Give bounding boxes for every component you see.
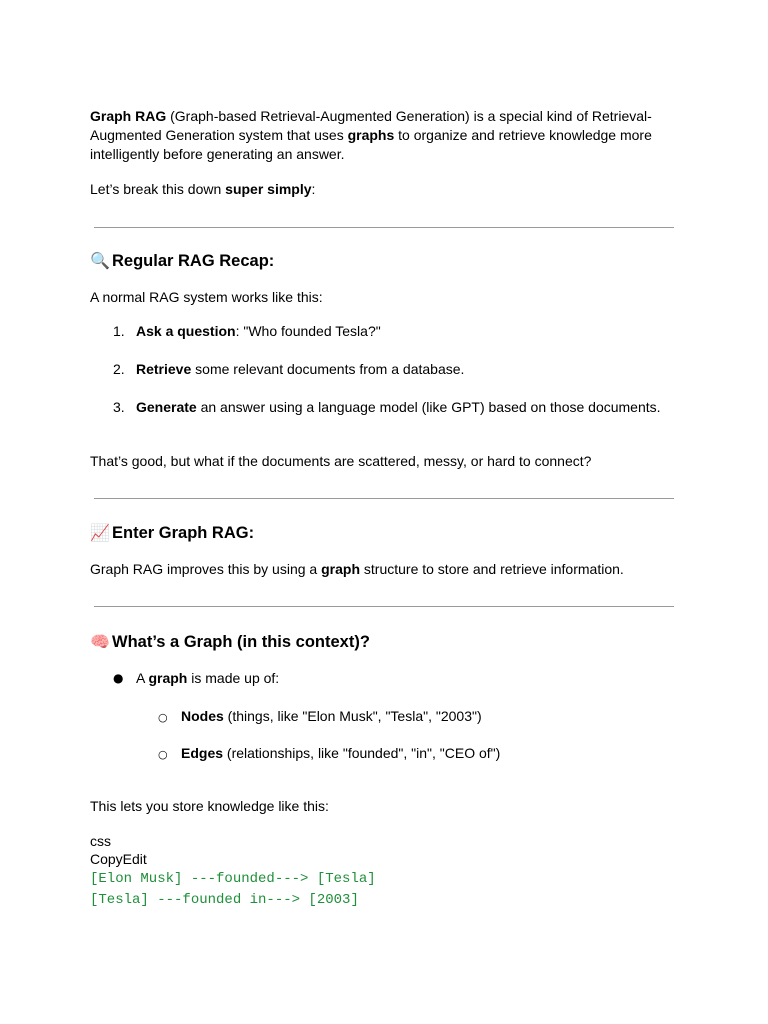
section-heading-regular-rag bbox=[90, 250, 680, 272]
section-closing: That’s good, but what if the documents are scattered, messy, or hard to connect? bbox=[90, 453, 592, 469]
section-lead: A normal RAG system works like this: bbox=[90, 289, 323, 305]
code-line: [Tesla] ---founded in---> [2003] bbox=[90, 892, 359, 908]
copy-edit-button[interactable]: CopyEdit bbox=[90, 851, 147, 867]
circle-bullet-icon: ○ bbox=[158, 711, 168, 724]
sub-list-item bbox=[181, 707, 482, 726]
intro-text-1: (Graph-based Retrieval-Augmented Generation) is a special kind of Retrieval-Augmented Generation system that uses bbox=[90, 108, 652, 143]
code-language-label: css bbox=[90, 833, 111, 849]
list-item-rest: : "Who founded Tesla?" bbox=[235, 323, 381, 339]
list-item-bold: Ask a question bbox=[136, 323, 236, 339]
list-item-text bbox=[136, 669, 279, 688]
list-item-bold: Retrieve bbox=[136, 361, 192, 377]
code-line: [Elon Musk] ---founded---> [Tesla] bbox=[90, 871, 376, 887]
breakdown-colon: : bbox=[311, 181, 316, 197]
section-text: Graph RAG improves this by using a bbox=[90, 561, 322, 577]
breakdown-text: Let’s break this down bbox=[90, 181, 226, 197]
breakdown-bold: super simply bbox=[225, 181, 312, 197]
section-heading-whats-a-graph bbox=[90, 631, 680, 653]
intro-text-2: to organize and retrieve knowledge more intelligently before generating an answer. bbox=[90, 127, 652, 162]
intro-graphs: graphs bbox=[347, 127, 395, 143]
section-paragraph bbox=[90, 560, 680, 579]
section-title: Regular RAG Recap: bbox=[112, 252, 275, 270]
breakdown-paragraph bbox=[90, 180, 680, 199]
bullet-dot-icon: ● bbox=[113, 671, 124, 685]
intro-term: Graph RAG bbox=[90, 108, 167, 124]
list-item-rest: some relevant documents from a database. bbox=[191, 361, 465, 377]
sub-item-bold: Nodes bbox=[181, 708, 224, 724]
chart-increasing-icon: 📈 bbox=[90, 523, 110, 542]
list-item-text bbox=[136, 322, 381, 341]
sub-list-item bbox=[181, 744, 500, 763]
divider bbox=[94, 606, 674, 607]
section-title: What’s a Graph (in this context)? bbox=[112, 633, 370, 651]
brain-icon: 🧠 bbox=[90, 632, 110, 651]
sub-item-rest: (things, like "Elon Musk", "Tesla", "2003") bbox=[223, 708, 482, 724]
list-number: 2. bbox=[113, 361, 125, 377]
list-item-bold: Generate bbox=[136, 399, 197, 415]
bullet-bold: graph bbox=[148, 670, 188, 686]
section-title: Enter Graph RAG: bbox=[112, 524, 255, 542]
code-block bbox=[90, 869, 376, 911]
list-item-text bbox=[136, 398, 661, 417]
section-text: structure to store and retrieve information. bbox=[360, 561, 624, 577]
sub-item-rest: (relationships, like "founded", "in", "CEO of") bbox=[223, 745, 501, 761]
bullet-text: is made up of: bbox=[187, 670, 280, 686]
magnifier-icon: 🔍 bbox=[90, 251, 110, 270]
circle-bullet-icon: ○ bbox=[158, 748, 168, 761]
list-number: 1. bbox=[113, 323, 125, 339]
section-bold: graph bbox=[321, 561, 360, 577]
section-heading-enter-graph-rag bbox=[90, 522, 680, 544]
divider bbox=[94, 498, 674, 499]
sub-item-bold: Edges bbox=[181, 745, 224, 761]
section-closing: This lets you store knowledge like this: bbox=[90, 798, 329, 814]
divider bbox=[94, 227, 674, 228]
list-number: 3. bbox=[113, 399, 125, 415]
list-item-rest: an answer using a language model (like GPT) based on those documents. bbox=[196, 399, 661, 415]
list-item-text bbox=[136, 360, 464, 379]
bullet-text: A bbox=[136, 670, 149, 686]
intro-paragraph bbox=[90, 107, 680, 164]
